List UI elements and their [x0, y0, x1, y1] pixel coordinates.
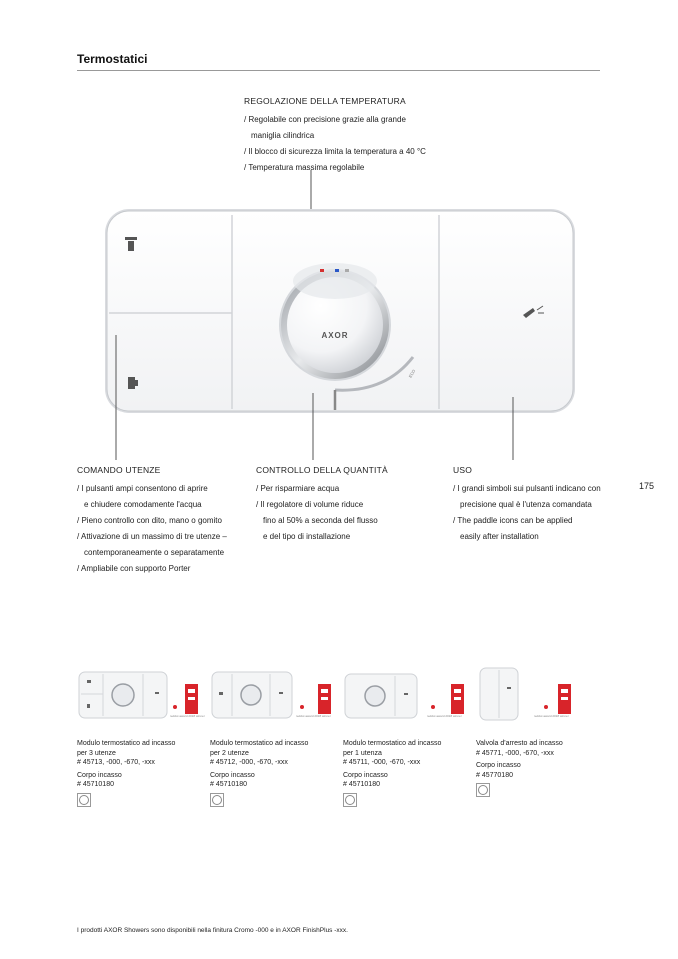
product-card-3-way: [77, 739, 205, 808]
product-image-2-way: [210, 662, 340, 732]
caption-comando-utenze: [77, 462, 227, 577]
page-number: 175: [639, 481, 655, 491]
caption-bullet-cont: fino al 50% a seconda del flusso: [263, 516, 378, 525]
product-code: # 45711, -000, -670, -xxx: [343, 759, 421, 766]
caption-bullet: / Attivazione di un massimo di tre utenze –: [77, 529, 227, 545]
body-code: # 45770180: [476, 771, 513, 779]
caption-bullet: / Pieno controllo con dito, mano o gomito: [77, 513, 227, 529]
caption-bullet: / Ampliabile con supporto Porter: [77, 561, 227, 577]
product-card-2-way: [210, 739, 338, 808]
body-label: Corpo incasso: [476, 762, 521, 769]
caption-temperature: [244, 93, 426, 176]
caption-heading: USO: [453, 465, 473, 475]
caption-controllo-quantita: [256, 462, 388, 545]
product-card-stop-valve: [476, 739, 604, 799]
body-code: # 45710180: [210, 781, 247, 788]
body-label: Corpo incasso: [343, 771, 388, 779]
caption-bullet: / I grandi simboli sui pulsanti indicano con: [453, 481, 601, 497]
body-label: Corpo incasso: [210, 771, 255, 779]
body-label: Corpo incasso: [77, 771, 122, 779]
product-name: Modulo termostatico ad incasso: [343, 740, 442, 747]
caption-bullet: / I pulsanti ampi consentono di aprire: [77, 481, 227, 497]
body-code: # 45710180: [77, 781, 114, 788]
caption-bullet: / Temperatura massima regolabile: [244, 160, 426, 176]
product-code: # 45712, -000, -670, -xxx: [210, 759, 288, 766]
finish-badge-icon: [476, 783, 490, 797]
product-name-cont: per 1 utenza: [343, 749, 382, 757]
caption-bullet-cont: e chiudere comodamente l'acqua: [84, 500, 202, 509]
caption-uso: [453, 462, 601, 545]
caption-bullet-cont: precisione qual è l'utenza comandata: [460, 500, 592, 509]
caption-bullet: / Il blocco di sicurezza limita la temperatura a 40 °C: [244, 144, 426, 160]
product-name: Modulo termostatico ad incasso: [210, 740, 309, 747]
caption-bullet: / Regolabile con precisione grazie alla grande: [244, 112, 426, 128]
product-card-1-way: [343, 739, 471, 808]
caption-bullet-cont: contemporaneamente o separatamente: [84, 548, 225, 557]
caption-bullet: / Per risparmiare acqua: [256, 481, 388, 497]
product-name: Valvola d'arresto ad incasso: [476, 740, 563, 747]
thermostat-illustration: [95, 165, 585, 465]
caption-bullet-cont: e del tipo di installazione: [263, 532, 351, 541]
brand-logo: AXOR: [321, 331, 349, 340]
caption-bullet: / The paddle icons can be applied: [453, 513, 601, 529]
award-text: reddot award 2018 winner: [427, 714, 462, 718]
finish-badge-icon: [210, 793, 224, 807]
product-name: Modulo termostatico ad incasso: [77, 740, 176, 747]
caption-bullet-cont: maniglia cilindrica: [251, 131, 315, 140]
award-text: reddot award 2018 winner: [170, 714, 205, 718]
product-code: # 45713, -000, -670, -xxx: [77, 759, 155, 766]
product-image-stop-valve: [476, 662, 586, 732]
finish-badge-icon: [77, 793, 91, 807]
caption-bullet-cont: easily after installation: [460, 532, 539, 541]
caption-heading: CONTROLLO DELLA QUANTITÀ: [256, 465, 388, 475]
product-name-cont: per 3 utenze: [77, 749, 116, 757]
product-code: # 45771, -000, -670, -xxx: [476, 749, 554, 757]
product-name-cont: per 2 utenze: [210, 749, 249, 757]
finish-badge-icon: [343, 793, 357, 807]
award-text: reddot award 2018 winner: [534, 714, 569, 718]
body-code: # 45710180: [343, 781, 380, 788]
product-image-1-way: [343, 662, 473, 732]
caption-bullet: / Il regolatore di volume riduce: [256, 497, 388, 513]
award-text: reddot award 2018 winner: [296, 714, 331, 718]
footer-note: I prodotti AXOR Showers sono disponibili nella finitura Cromo -000 e in AXOR FinishPlus -xxx.: [77, 927, 348, 934]
eco-label: ECO: [407, 368, 417, 379]
caption-heading: COMANDO UTENZE: [77, 465, 161, 475]
product-image-3-way: [77, 662, 207, 732]
page-title: Termostatici: [77, 52, 148, 66]
caption-heading: REGOLAZIONE DELLA TEMPERATURA: [244, 96, 406, 106]
title-divider: [77, 70, 600, 71]
